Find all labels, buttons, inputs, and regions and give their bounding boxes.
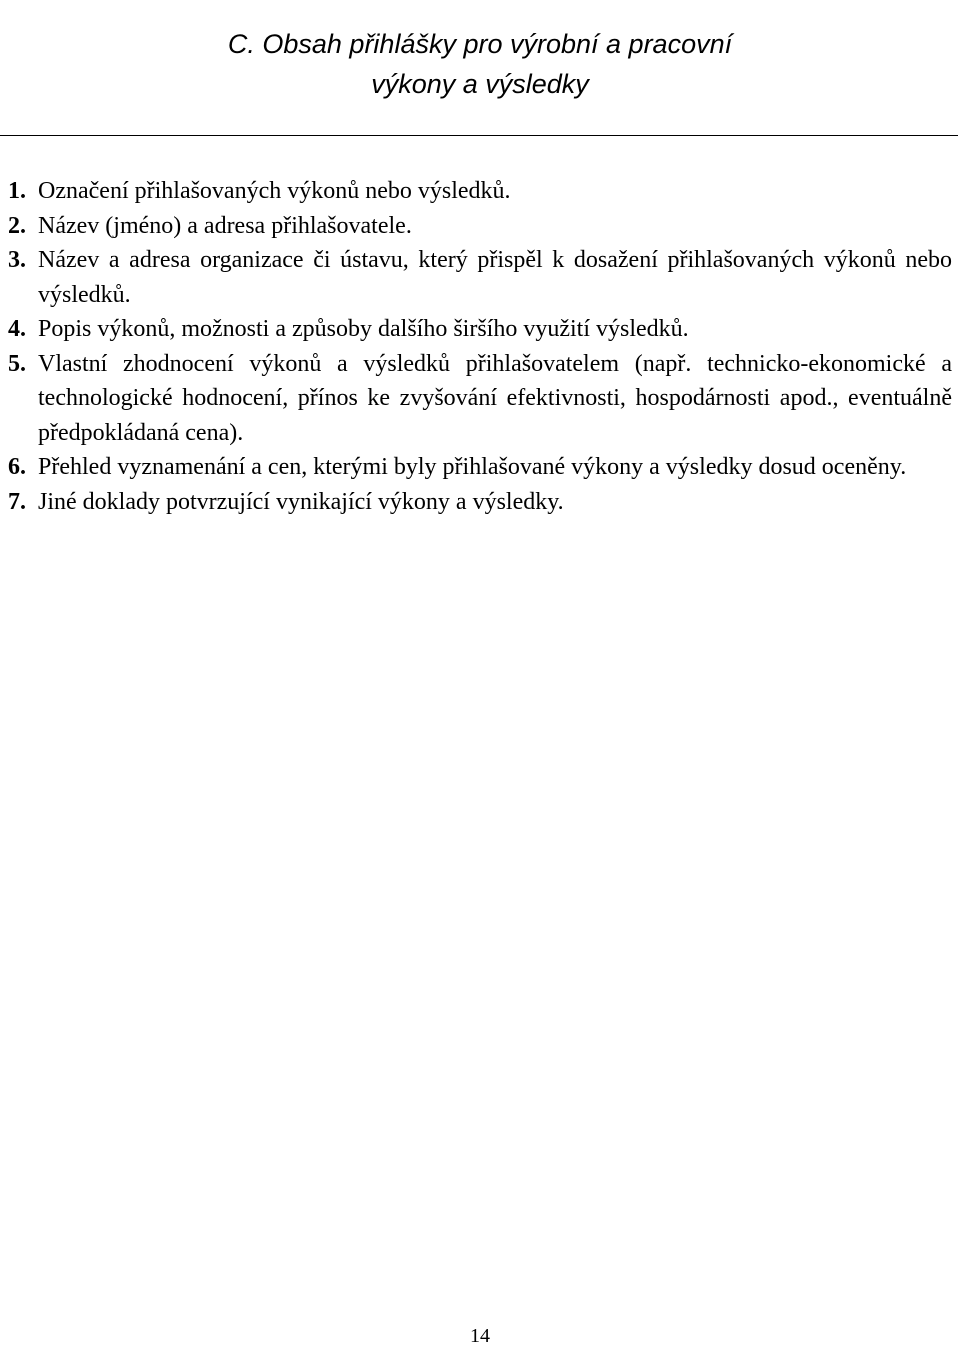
numbered-list — [8, 174, 952, 519]
list-item — [8, 485, 952, 520]
list-item — [8, 174, 952, 209]
list-item — [8, 450, 952, 485]
list-item-text: Označení přihlašovaných výkonů nebo výsledků. — [38, 178, 511, 204]
list-item-number: 7. — [8, 488, 26, 515]
list-item-number: 3. — [8, 247, 26, 273]
horizontal-divider — [0, 135, 958, 136]
list-item-text: Název a adresa organizace či ústavu, který přispěl k dosažení přihlašovaných výkonů nebo výsledků. — [38, 247, 952, 308]
list-item-number: 1. — [8, 178, 26, 204]
page-number: 14 — [470, 1325, 490, 1347]
list-item-number: 6. — [8, 454, 26, 480]
list-item — [8, 347, 952, 451]
section-heading-line-1: C. Obsah přihlášky pro výrobní a pracovní — [227, 29, 733, 59]
list-item-text: Přehled vyznamenání a cen, kterými byly přihlašované výkony a výsledky dosud oceněny. — [38, 454, 907, 480]
list-item-number: 5. — [8, 350, 26, 377]
section-heading-line-2: výkony a výsledky — [371, 69, 589, 99]
list-item-text: Popis výkonů, možnosti a způsoby dalšího širšího využití výsledků. — [38, 316, 689, 342]
list-item-text: Název (jméno) a adresa přihlašovatele. — [38, 212, 412, 239]
list-item — [8, 312, 952, 347]
list-item-text: Jiné doklady potvrzující vynikající výkony a výsledky. — [38, 488, 564, 515]
list-item-number: 4. — [8, 316, 26, 342]
list-item-text: Vlastní zhodnocení výkonů a výsledků přihlašovatelem (např. technicko-ekonomické a technologické hodnocení, přínos ke zvyšování efektivnosti, hospodárnosti apod., eventuálně předpokládaná cena). — [38, 350, 952, 446]
list-item-number: 2. — [8, 212, 26, 239]
section-heading — [0, 24, 960, 104]
list-item — [8, 243, 952, 312]
list-item — [8, 209, 952, 244]
